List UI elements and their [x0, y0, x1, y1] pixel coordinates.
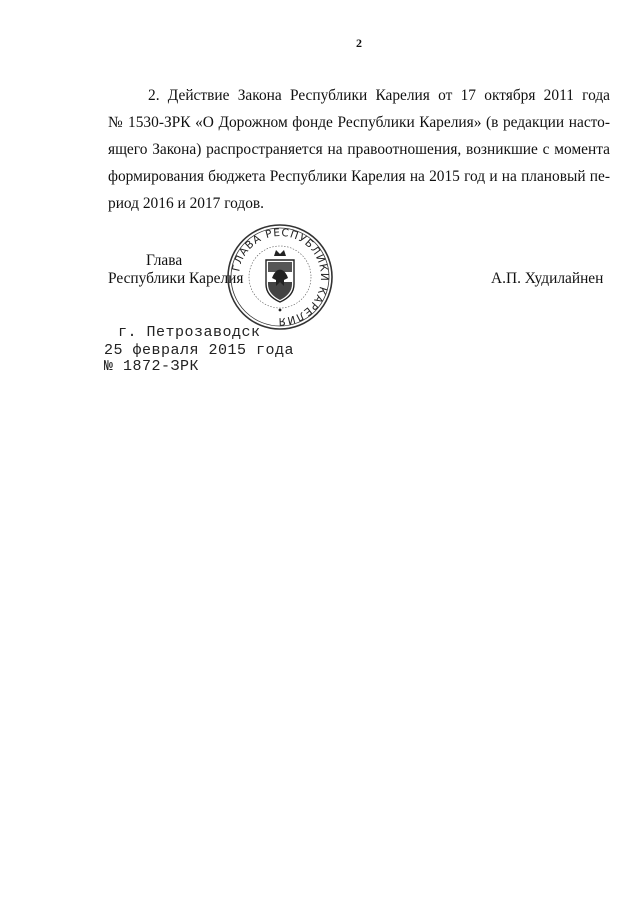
- coat-of-arms-icon: [266, 250, 294, 302]
- paragraph-line: № 1530-ЗРК «О Дорожном фонде Республики Карелия» (в редакции насто-: [108, 114, 610, 131]
- paragraph-line: ящего Закона) распространяется на правоотношения, возникшие с момента: [108, 141, 610, 158]
- law-paragraph: [108, 82, 610, 217]
- signature-name: А.П. Худилайнен: [491, 270, 604, 287]
- stamp-city: г. Петрозаводск: [118, 324, 261, 341]
- signature-title: Глава: [146, 252, 183, 269]
- official-seal: [226, 222, 334, 332]
- seal-inscription: ГЛАВА РЕСПУБЛИКИ КАРЕЛИЯ: [230, 226, 331, 328]
- paragraph-line: формирования бюджета Республики Карелия на 2015 год и на плановый пе-: [108, 168, 610, 185]
- paragraph-line: 2. Действие Закона Республики Карелия от 17 октября 2011 года: [148, 87, 610, 104]
- paragraph-line: риод 2016 и 2017 годов.: [108, 195, 265, 212]
- signature-organization: Республики Карелия: [108, 270, 244, 287]
- page-number: 2: [356, 36, 362, 50]
- stamp-date: 25 февраля 2015 года: [104, 342, 295, 359]
- stamp-number: № 1872-ЗРК: [104, 358, 200, 375]
